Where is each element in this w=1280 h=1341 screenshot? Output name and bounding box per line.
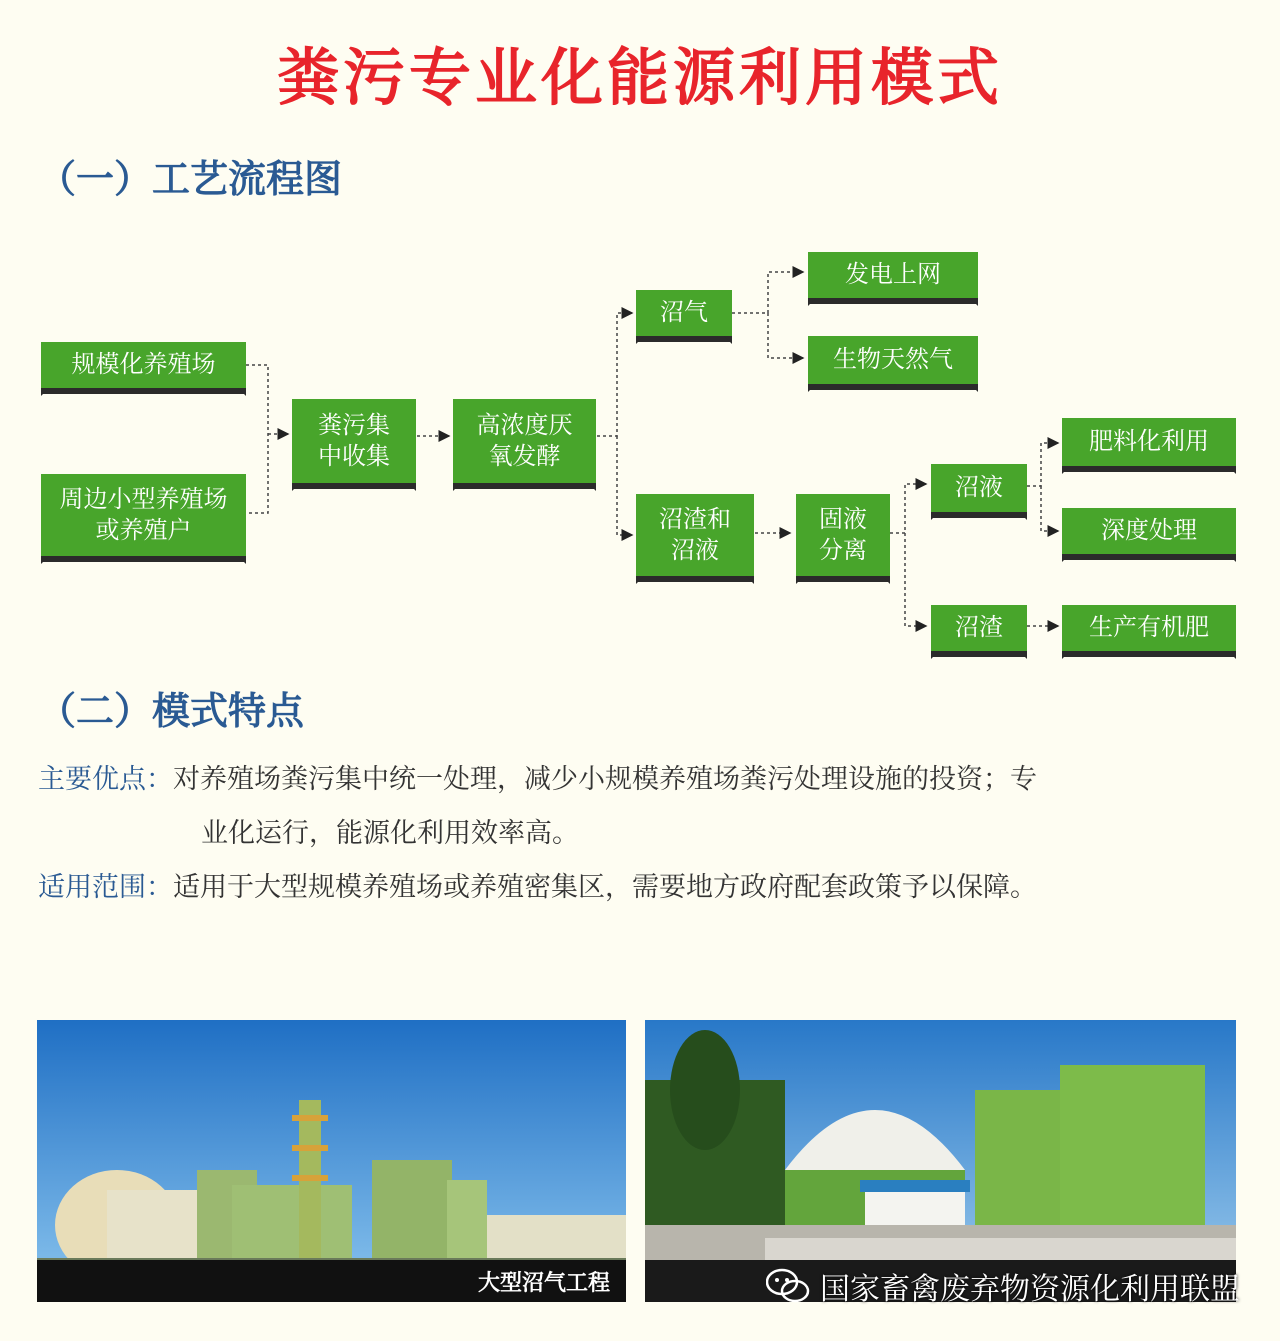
page-title: 粪污专业化能源利用模式 [276,41,1003,114]
section-flowchart-heading: （一）工艺流程图 [38,157,343,201]
section-features-heading: （二）模式特点 [38,689,305,733]
watermark [766,1264,1240,1308]
photo-digester-tanks [645,1020,1236,1302]
node-digestate-residue: 沼渣 [931,605,1027,651]
scope-label: 适用范围： [38,872,173,903]
advantages-text-line2: 业化运行，能源化利用效率高。 [201,818,579,849]
scope-row [38,865,1037,904]
node-deep-treatment: 深度处理 [1062,508,1236,554]
advantages-label: 主要优点： [38,764,173,795]
photo-caption: 大型沼气工程 [37,1260,626,1302]
photo-biogas-plant [37,1020,626,1302]
node-fertilizer-use: 肥料化利用 [1062,418,1236,466]
node-digestate-liquid: 沼液 [931,464,1027,512]
node-organic-fertilizer: 生产有机肥 [1062,605,1236,651]
node-small-farm: 周边小型养殖场 或养殖户 [41,474,246,556]
node-solid-liquid-separation: 固液 分离 [796,494,890,576]
node-anaerobic-digestion: 高浓度厌 氧发酵 [453,399,596,483]
node-bio-natural-gas: 生物天然气 [808,336,978,384]
advantages-row [38,757,1037,796]
node-power-grid: 发电上网 [808,252,978,298]
watermark-text: 国家畜禽废弃物资源化利用联盟 [820,1272,1240,1307]
scope-text: 适用于大型规模养殖场或养殖密集区，需要地方政府配套政策予以保障。 [173,872,1037,903]
node-biogas: 沼气 [636,290,732,336]
node-large-farm: 规模化养殖场 [41,342,246,388]
wechat-icon [766,1267,810,1305]
node-residue-and-liquid: 沼渣和 沼液 [636,494,754,576]
advantages-text-line1: 对养殖场粪污集中统一处理，减少小规模养殖场粪污处理设施的投资；专 [173,764,1037,795]
node-collection: 粪污集 中收集 [292,399,416,483]
